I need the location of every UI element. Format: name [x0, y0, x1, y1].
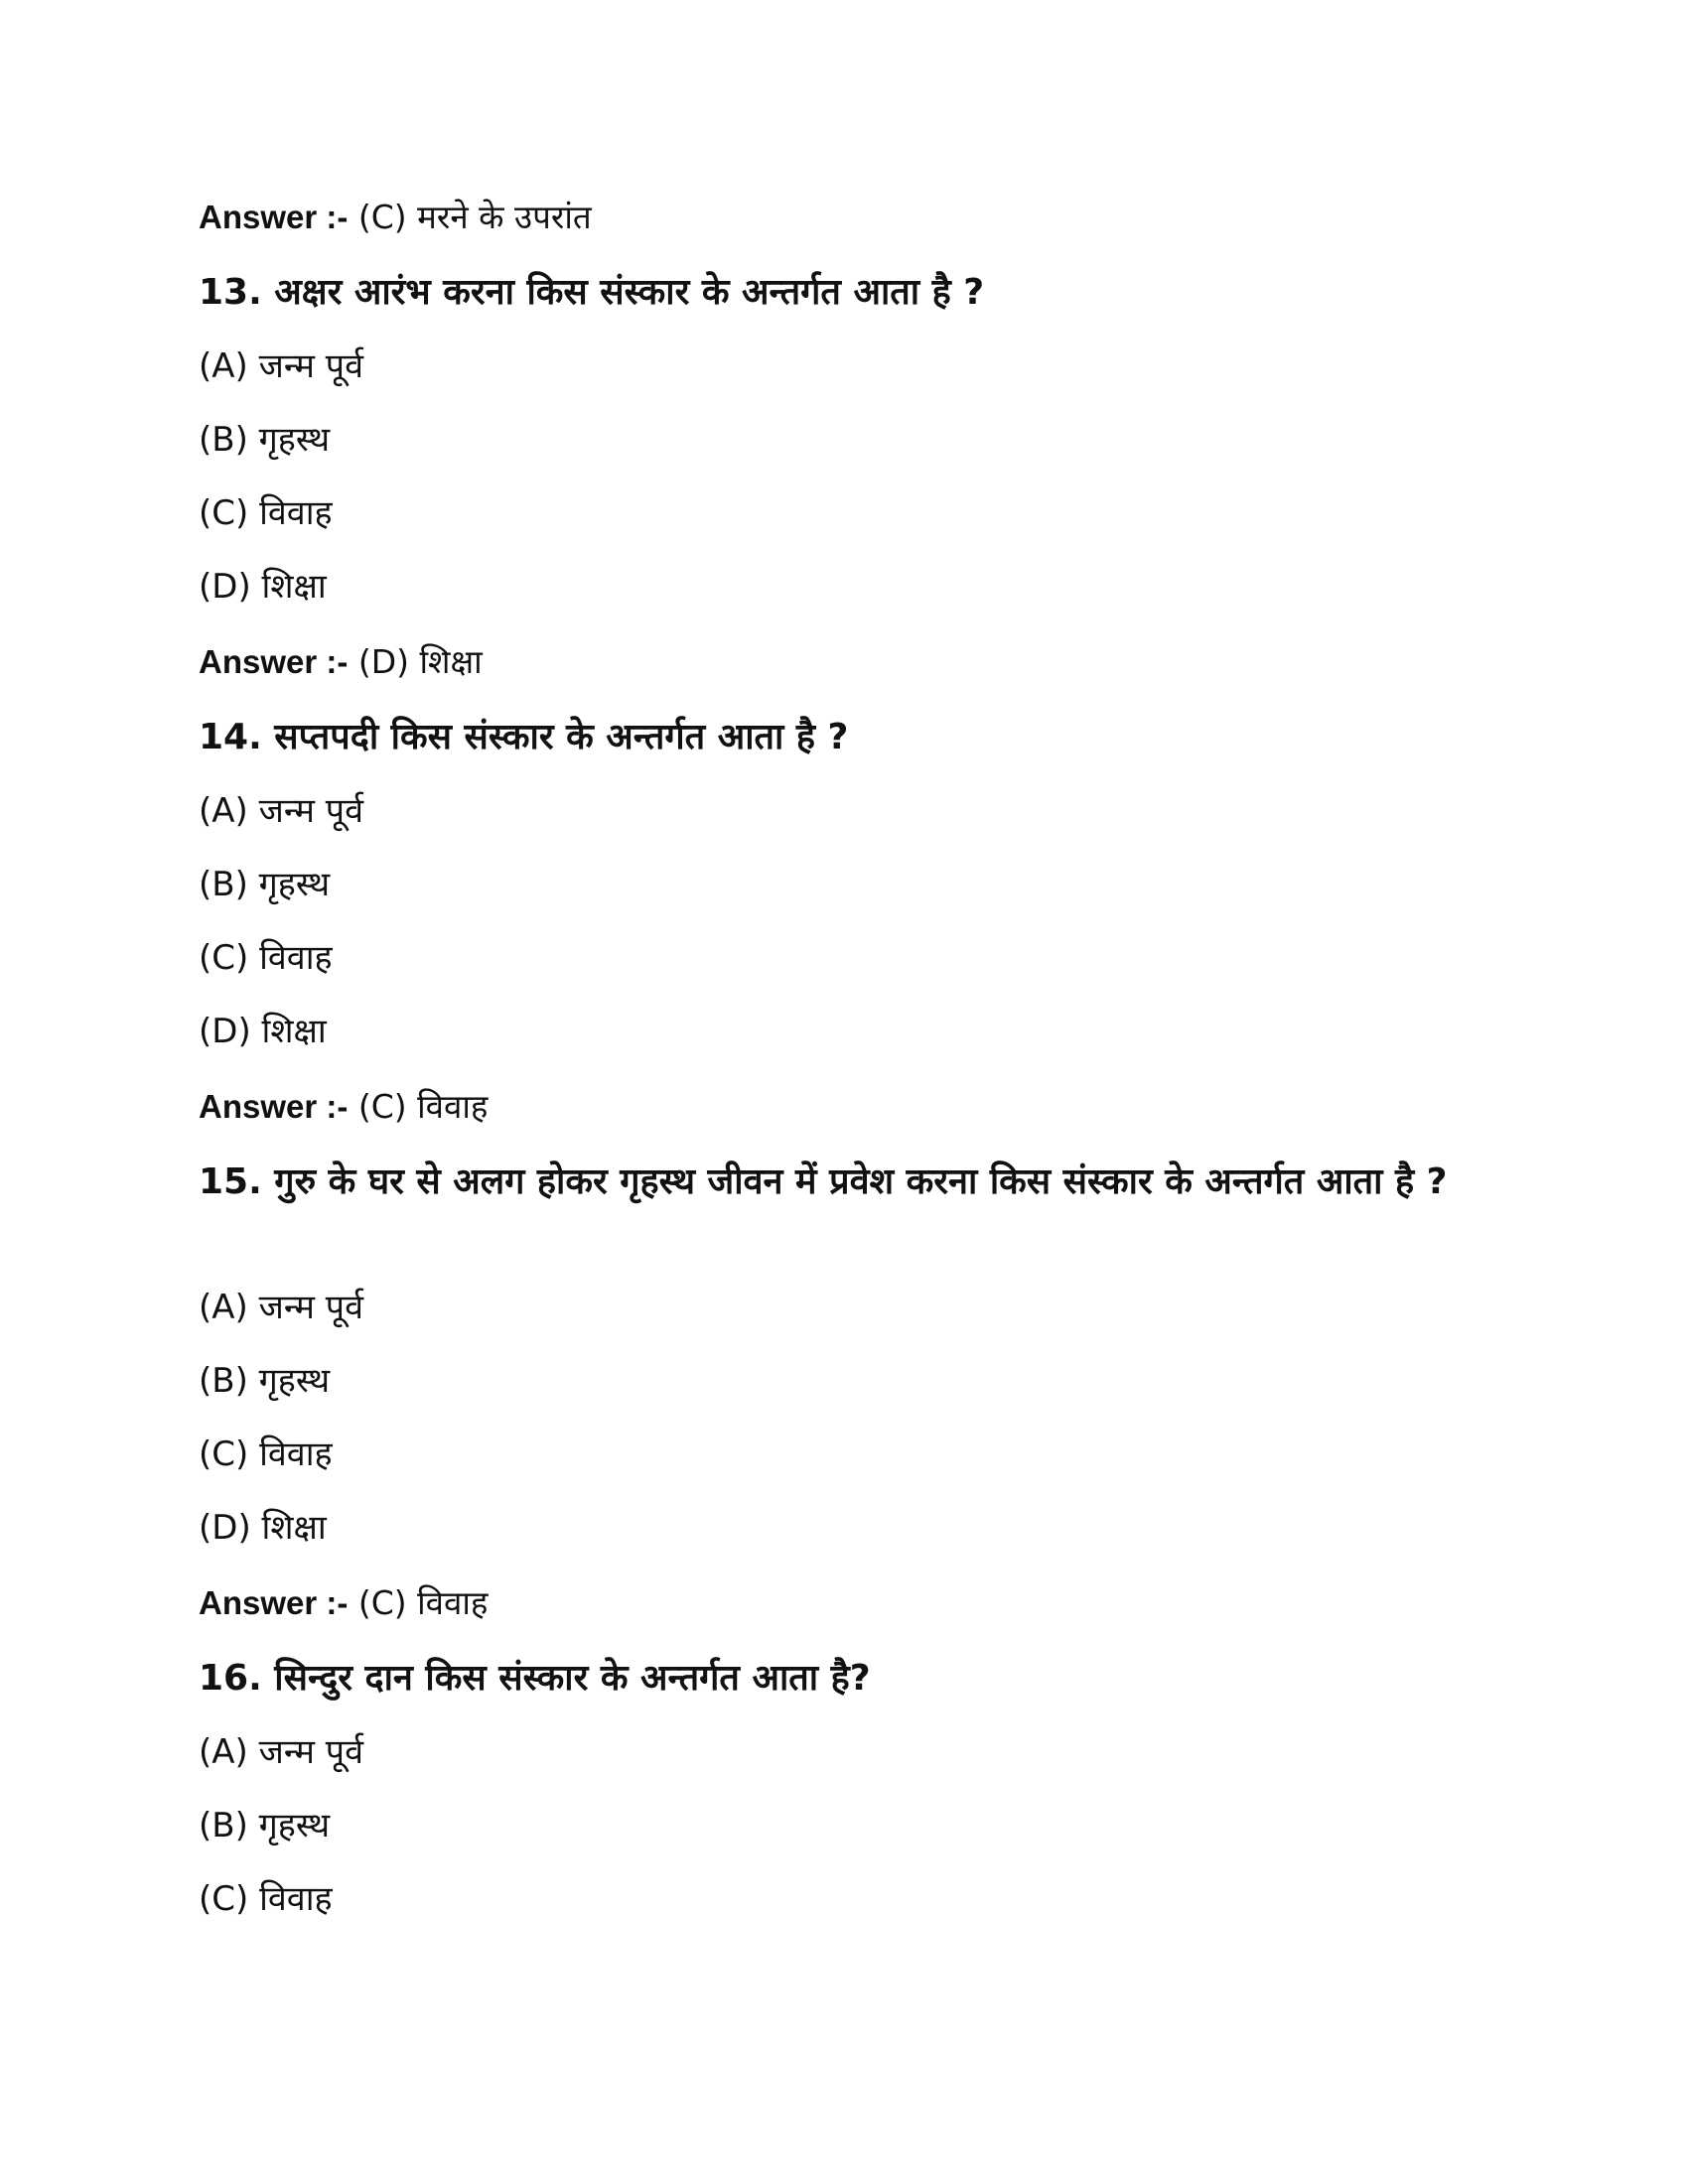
q15-option-a: (A) जन्म पूर्व — [199, 1288, 363, 1327]
q13-option-a: (A) जन्म पूर्व — [199, 346, 363, 386]
answer-label: Answer :- — [199, 643, 349, 680]
answer-label: Answer :- — [199, 199, 349, 235]
answer-value: (C) विवाह — [357, 1087, 489, 1126]
q14-option-a: (A) जन्म पूर्व — [199, 791, 363, 831]
q14-option-d: (D) शिक्षा — [199, 1012, 327, 1051]
q15-option-b: (B) गृहस्थ — [199, 1361, 331, 1401]
q15-option-d: (D) शिक्षा — [199, 1508, 327, 1548]
question-15: 15. गुरु के घर से अलग होकर गृहस्थ जीवन में प्रवेश करना किस संस्कार के अन्तर्गत आता है ? — [199, 1161, 1448, 1202]
q13-option-c: (C) विवाह — [199, 493, 333, 533]
q16-option-c: (C) विवाह — [199, 1879, 333, 1919]
q14-option-c: (C) विवाह — [199, 938, 333, 978]
q16-option-a: (A) जन्म पूर्व — [199, 1732, 363, 1772]
q16-option-b: (B) गृहस्थ — [199, 1806, 331, 1845]
q14-answer-line — [199, 1088, 488, 1126]
answer-line-prev — [199, 199, 592, 236]
question-14: 14. सप्तपदी किस संस्कार के अन्तर्गत आता है ? — [199, 717, 849, 757]
q13-answer-line — [199, 643, 483, 681]
answer-value: (C) मरने के उपरांत — [357, 198, 592, 236]
q13-option-d: (D) शिक्षा — [199, 567, 327, 607]
answer-label: Answer :- — [199, 1088, 349, 1125]
q14-option-b: (B) गृहस्थ — [199, 865, 331, 904]
answer-label: Answer :- — [199, 1584, 349, 1621]
q15-option-c: (C) विवाह — [199, 1434, 333, 1474]
answer-value: (D) शिक्षा — [357, 642, 483, 681]
answer-value: (C) विवाह — [357, 1583, 489, 1622]
question-13: 13. अक्षर आरंभ करना किस संस्कार के अन्तर्गत आता है ? — [199, 272, 985, 313]
question-16: 16. सिन्दुर दान किस संस्कार के अन्तर्गत आता है? — [199, 1658, 871, 1699]
q15-answer-line — [199, 1584, 488, 1622]
q13-option-b: (B) गृहस्थ — [199, 420, 331, 460]
